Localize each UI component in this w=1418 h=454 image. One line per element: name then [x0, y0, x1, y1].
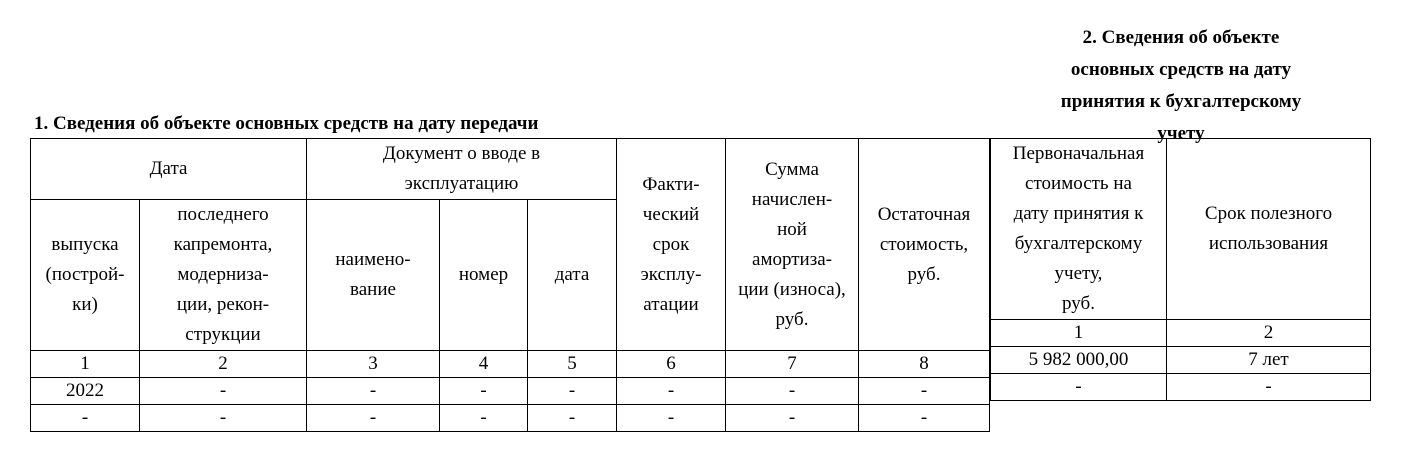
- section2-table: [990, 138, 1371, 401]
- header-doc-number: [440, 200, 528, 351]
- header-document-line: Документ о вводе в: [382, 143, 541, 164]
- header-initial-cost: [991, 139, 1167, 320]
- header-actual-term-line: ческий: [642, 203, 700, 225]
- table-cell: -: [1167, 374, 1371, 401]
- header-actual-term-line: атации: [643, 293, 699, 315]
- column-number: 2: [140, 351, 307, 378]
- header-date-text: Дата: [149, 158, 188, 179]
- table-cell: 7 лет: [1167, 347, 1371, 374]
- header-date-repair-line: модерниза-: [177, 264, 269, 285]
- section1-table: [30, 138, 990, 432]
- section2-title: [1000, 22, 1362, 150]
- header-document-line: эксплуатацию: [404, 173, 519, 194]
- table-cell: -: [440, 405, 528, 432]
- header-date-release-line: ки): [72, 294, 98, 315]
- table-cell: -: [859, 378, 990, 405]
- header-date-repair-line: капремонта,: [173, 234, 273, 255]
- header-useful-life-line: Срок полезного: [1204, 203, 1333, 224]
- header-initial-cost-line: учету,: [1054, 263, 1103, 284]
- column-number-row: [991, 320, 1371, 347]
- table-cell: -: [991, 374, 1167, 401]
- column-number: 2: [1167, 320, 1371, 347]
- column-number: 5: [528, 351, 617, 378]
- table-cell: 5 982 000,00: [991, 347, 1167, 374]
- header-date-repair-line: струкции: [185, 324, 261, 345]
- header-depreciation-line: руб.: [775, 308, 809, 330]
- column-number: 1: [991, 320, 1167, 347]
- header-doc-name-line: вание: [350, 279, 396, 300]
- header-date-release-line: выпуска: [51, 234, 119, 255]
- table-cell: -: [140, 405, 307, 432]
- column-number: 8: [859, 351, 990, 378]
- header-actual-term-line: эксплу-: [640, 263, 702, 285]
- header-residual-line: руб.: [907, 263, 941, 285]
- table-cell: -: [140, 378, 307, 405]
- header-date-repair: [140, 200, 307, 351]
- header-date: [31, 139, 307, 200]
- header-initial-cost-line: стоимость на: [1025, 173, 1132, 194]
- header-depreciation-line: ной: [777, 218, 807, 240]
- header-useful-life-line: использования: [1208, 233, 1329, 254]
- table-row: [991, 374, 1371, 401]
- section2-title-line: учету: [1157, 123, 1205, 144]
- header-doc-number-line: номер: [458, 264, 509, 285]
- table-cell: -: [617, 405, 726, 432]
- header-date-release: [31, 200, 140, 351]
- column-number-row: [31, 351, 990, 378]
- header-depreciation-line: амортиза-: [752, 248, 832, 270]
- column-number: 4: [440, 351, 528, 378]
- header-date-release-line: (построй-: [45, 264, 125, 285]
- section2-title-line: основных средств на дату: [1070, 59, 1292, 80]
- header-doc-name-line: наимено-: [335, 249, 411, 270]
- header-initial-cost-line: дату принятия к: [1013, 203, 1144, 224]
- table-row: [31, 378, 990, 405]
- table-cell: -: [31, 405, 140, 432]
- header-doc-date: [528, 200, 617, 351]
- header-depreciation: [726, 139, 859, 351]
- header-depreciation-line: Сумма: [765, 158, 819, 180]
- header-initial-cost-line: бухгалтерскому: [1014, 233, 1143, 254]
- table-cell: -: [528, 405, 617, 432]
- header-residual-line: стоимость,: [879, 233, 969, 255]
- table-cell: -: [440, 378, 528, 405]
- header-initial-cost-line: Первоначальная: [1012, 143, 1145, 164]
- table-cell: -: [617, 378, 726, 405]
- header-document: [307, 139, 617, 200]
- header-date-repair-line: последнего: [177, 204, 269, 225]
- header-residual-line: Остаточная: [877, 203, 971, 225]
- table-row: [991, 347, 1371, 374]
- column-number: 1: [31, 351, 140, 378]
- column-number: 7: [726, 351, 859, 378]
- section2-title-line: 2. Сведения об объекте: [1082, 27, 1280, 48]
- table-cell: -: [726, 405, 859, 432]
- section1-title: 1. Сведения об объекте основных средств на дату передачи: [34, 113, 539, 134]
- header-residual: [859, 139, 990, 351]
- table-cell: -: [859, 405, 990, 432]
- header-actual-term-line: срок: [652, 233, 690, 255]
- column-number: 6: [617, 351, 726, 378]
- table-cell: -: [528, 378, 617, 405]
- header-date-repair-line: ции, рекон-: [176, 294, 270, 315]
- header-useful-life: [1167, 139, 1371, 320]
- header-doc-name: [307, 200, 440, 351]
- table-cell: -: [307, 405, 440, 432]
- header-depreciation-line: ции (износа),: [738, 278, 846, 300]
- header-initial-cost-line: руб.: [1062, 293, 1095, 314]
- table-cell: -: [307, 378, 440, 405]
- column-number: 3: [307, 351, 440, 378]
- header-actual-term-line: Факти-: [642, 173, 700, 195]
- section2-title-line: принятия к бухгалтерскому: [1060, 91, 1302, 112]
- header-actual-term: [617, 139, 726, 351]
- header-doc-date-line: дата: [554, 264, 590, 285]
- table-cell: -: [726, 378, 859, 405]
- header-depreciation-line: начислен-: [751, 188, 833, 210]
- table-row: [31, 405, 990, 432]
- table-cell: 2022: [31, 378, 140, 405]
